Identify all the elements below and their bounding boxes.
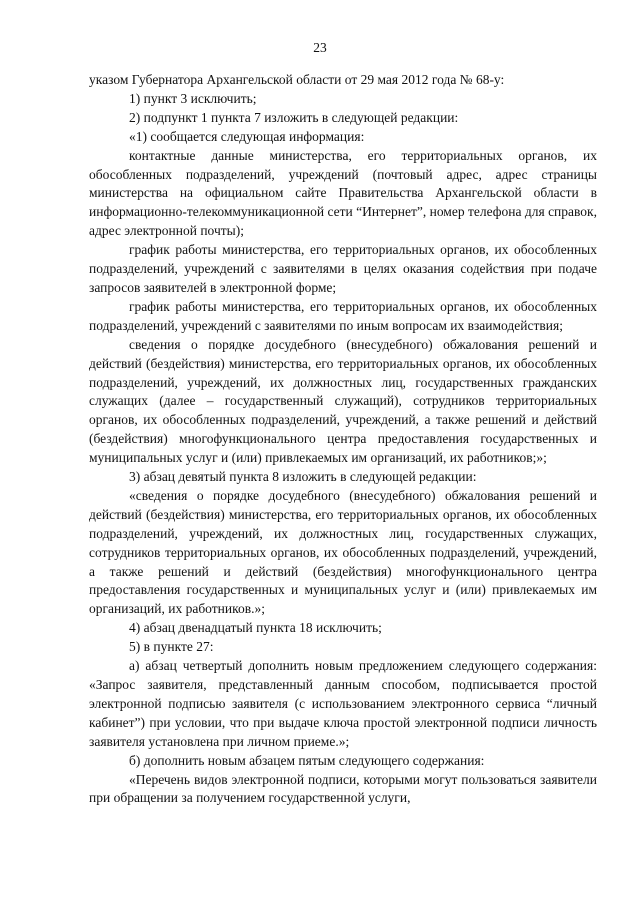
paragraph-13: б) дополнить новым абзацем пятым следующего содержания:: [129, 752, 485, 768]
paragraph-2: 2) подпункт 1 пункта 7 изложить в следующей редакции:: [129, 109, 459, 125]
paragraph-4: контактные данные министерства, его территориальных органов, их обособленных подразделений, учреждений (почтовый адрес, адрес страницы министерства на официальном сайте Правительства Архангельской области в информационно-телекоммуникационной сети “Интернет”, номер телефона для справок, адрес электронной почты);: [89, 147, 597, 239]
paragraph-8: 3) абзац девятый пункта 8 изложить в следующей редакции:: [129, 469, 477, 485]
page-number: 23: [313, 40, 327, 55]
document-body: [89, 71, 597, 808]
paragraph-3: «1) сообщается следующая информация:: [129, 128, 365, 144]
paragraph-9: «сведения о порядке досудебного (внесудебного) обжалования решений и действий (бездействия) министерства, его территориальных органов, их обособленных подразделений, учреждений, их должностных лиц, государственных служащих, сотрудников территориальных органов, их обособленных подразделений, учреждений, а также решений и действий (бездействия) многофункционального центра предоставления государственных и муниципальных услуг и (или) привлекаемых им организаций, их работников.»;: [89, 487, 597, 617]
paragraph-1: 1) пункт 3 исключить;: [129, 90, 257, 106]
paragraph-0: указом Губернатора Архангельской области от 29 мая 2012 года № 68-у:: [89, 72, 505, 87]
paragraph-7: сведения о порядке досудебного (внесудебного) обжалования решений и действий (бездействия) министерства, его территориальных органов, их обособленных подразделений, учреждений, их должностных лиц, государственных гражданских служащих (далее – государственный служащий), сотрудников территориальных органов, их обособленных подразделений, учреждений, а также решений и действий (бездействия) многофункционального центра предоставления государственных и муниципальных услуг и (или) привлекаемых им организаций, их работников;»;: [89, 336, 597, 466]
paragraph-5: график работы министерства, его территориальных органов, их обособленных подразделений, учреждений с заявителями в целях оказания содействия при подаче запросов заявителей в электронной форме;: [89, 242, 597, 295]
paragraph-14: «Перечень видов электронной подписи, которыми могут пользоваться заявители при обращении за получением государственной услуги,: [89, 771, 597, 806]
paragraph-11: 5) в пункте 27:: [129, 639, 214, 655]
paragraph-6: график работы министерства, его территориальных органов, их обособленных подразделений, учреждений с заявителями по иным вопросам их взаимодействия;: [89, 298, 597, 333]
paragraph-12: а) абзац четвертый дополнить новым предложением следующего содержания: «Запрос заявителя, представленный данным способом, подписывается простой электронной подписью заявителя (с использованием электронного сервиса “личный кабинет”) при условии, что при выдаче ключа простой электронной подписи личность заявителя установлена при личном приеме.»;: [89, 658, 597, 749]
paragraph-10: 4) абзац двенадцатый пункта 18 исключить;: [129, 620, 382, 636]
